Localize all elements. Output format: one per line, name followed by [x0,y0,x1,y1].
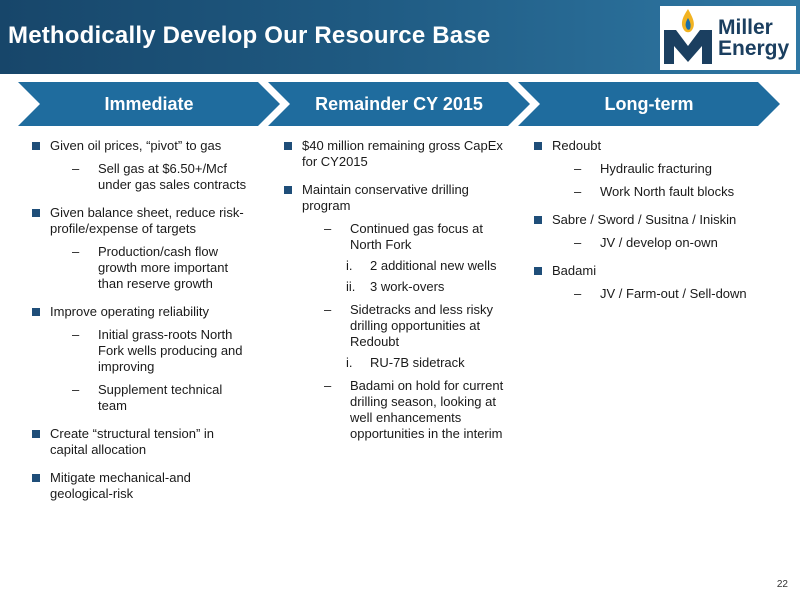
square-bullet-icon [534,267,542,275]
column-long-term [532,138,762,314]
bullet-item [532,138,762,200]
logo-text-line2: Energy [718,37,790,60]
sub-text: Work North fault blocks [600,184,735,199]
square-bullet-icon [32,474,40,482]
square-bullet-icon [32,142,40,150]
numbered-item [302,258,504,274]
bullet-text: Sabre / Sword / Susitna / Iniskin [552,212,737,227]
square-bullet-icon [32,209,40,217]
timeline-chevrons [18,82,780,126]
number-label: ii. [346,279,356,294]
logo-mark-icon [660,6,716,70]
chevron-label: Remainder CY 2015 [315,94,483,114]
bullet-text: Redoubt [552,138,602,153]
bullet-text: Create “structural tension” in capital allocation [50,426,215,457]
sub-text: JV / develop on-own [600,235,718,250]
sub-item: – Sidetracks and less risky drilling opportunities at Redoubt [324,302,494,349]
chevron-label: Immediate [104,94,194,114]
sub-text: Initial grass-roots North Fork wells producing and improving [98,327,243,374]
column-immediate [30,138,252,514]
sub-item: – Initial grass-roots North Fork wells producing and improving [72,327,243,374]
sub-item: – JV / Farm-out / Sell-down [574,286,747,301]
square-bullet-icon [534,216,542,224]
bullet-item [532,212,762,251]
logo-text-line1: Miller [718,16,773,39]
sub-item: – Supplement technical team [72,382,223,413]
bullet-text: $40 million remaining gross CapEx for CY2015 [302,138,503,169]
bullet-item [30,205,252,292]
bullet-item [282,138,504,170]
numbered-text: 3 work-overs [370,279,445,294]
chevron-immediate [18,82,280,126]
number-label: i. [346,258,353,273]
square-bullet-icon [534,142,542,150]
bullet-item [532,263,762,302]
page-title: Methodically Develop Our Resource Base [8,22,491,49]
bullet-text: Improve operating reliability [50,304,209,319]
square-bullet-icon [32,430,40,438]
sub-text: Continued gas focus at North Fork [350,221,483,252]
chevron-label: Long-term [604,94,694,114]
bullet-text: Given oil prices, “pivot” to gas [50,138,222,153]
sub-item: – Work North fault blocks [574,184,735,199]
column-remainder-cy-2015 [282,138,504,454]
bullet-item [30,138,252,193]
bullet-item [30,426,252,458]
bullet-text: Given balance sheet, reduce risk-profile/expense of targets [50,205,244,236]
chevron-long-term [518,82,780,126]
company-logo [660,6,796,70]
sub-text: Sell gas at $6.50+/Mcf under gas sales contracts [98,161,247,192]
sub-item: – Production/cash flow growth more important than reserve growth [72,244,229,291]
square-bullet-icon [284,142,292,150]
chevron-remainder-cy-2015 [268,82,530,126]
page-number: 22 [776,579,788,590]
square-bullet-icon [284,186,292,194]
numbered-text: RU-7B sidetrack [370,355,465,370]
sub-text: Sidetracks and less risky drilling opportunities at Redoubt [350,302,494,349]
sub-text: JV / Farm-out / Sell-down [600,286,747,301]
sub-text: Badami on hold for current drilling season, looking at well enhancements opportunities in the interim [350,378,504,441]
sub-text: Supplement technical team [98,382,223,413]
sub-item: – Continued gas focus at North Fork [324,221,483,252]
numbered-text: 2 additional new wells [370,258,497,273]
sub-text: Production/cash flow growth more important than reserve growth [98,244,229,291]
bullet-item [30,470,252,502]
number-label: i. [346,355,353,370]
sub-item: – JV / develop on-own [574,235,718,250]
sub-item: – Sell gas at $6.50+/Mcf under gas sales contracts [72,161,247,192]
bullet-item [282,182,504,442]
bullet-text: Maintain conservative drilling program [302,182,469,213]
sub-item: – Hydraulic fracturing [574,161,712,176]
numbered-item [302,279,504,295]
square-bullet-icon [32,308,40,316]
sub-text: Hydraulic fracturing [600,161,712,176]
title-bar [0,0,800,74]
sub-item: – Badami on hold for current drilling season, looking at well enhancements opportunities in the interim [324,378,504,441]
numbered-item [302,355,504,371]
bullet-text: Badami [552,263,597,278]
bullet-item [30,304,252,414]
bullet-text: Mitigate mechanical-and geological-risk [50,470,191,501]
